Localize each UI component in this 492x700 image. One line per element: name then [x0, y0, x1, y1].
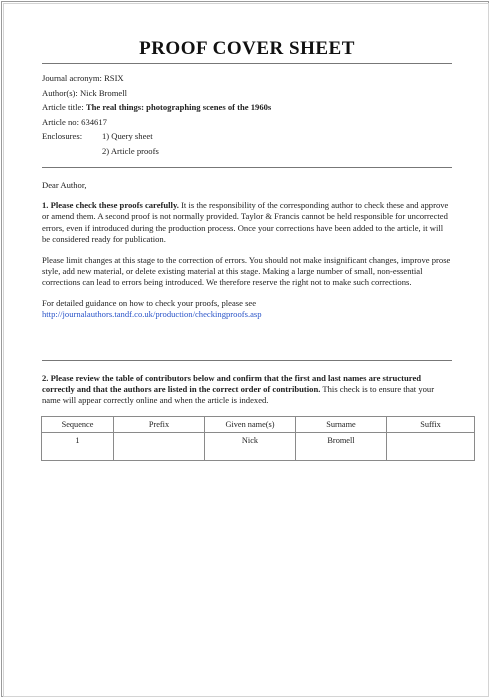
metadata-divider [42, 167, 452, 168]
table-header-row [42, 416, 475, 432]
check-proofs-text: It is the responsibility of the corresponding author to check these and approve or amend them. A second proof is not normally provided. Taylor & Francis cannot be held responsible for uncorrected errors, even if introduced during the production process. Once your corrections have been added to the article, it will be considered ready for publication. [42, 199, 449, 245]
column-header-given-names: Given name(s) [205, 416, 296, 432]
article-number-row [42, 115, 452, 130]
article-metadata [42, 71, 452, 159]
cell-surname: Bromell [296, 433, 387, 461]
article-number-value: 634617 [81, 116, 107, 127]
contributors-text: This check is to ensure that your name will appear correctly online and when the article is indexed. [42, 384, 435, 406]
checking-proofs-link[interactable]: http://journalauthors.tandf.co.uk/production/checkingproofs.asp [42, 309, 262, 320]
guidance-text: For detailed guidance on how to check your proofs, please see [42, 297, 257, 308]
article-number-label: Article no: [42, 116, 79, 127]
section-divider [42, 360, 452, 361]
cell-sequence: 1 [42, 433, 114, 461]
authors-value: Nick Bromell [79, 87, 127, 98]
cell-prefix [114, 433, 205, 461]
article-title-value: The real things: photographing scenes of the 1960s [85, 102, 272, 113]
authors-label: Author(s): [42, 87, 78, 98]
contributors-heading: 2. Please review the table of contributors below and confirm that the first and last names are structured correctly and that the authors are listed in the correct order of contribution. [42, 372, 422, 395]
cell-given-names: Nick [205, 433, 296, 461]
paragraph-guidance [42, 298, 452, 321]
check-proofs-heading: 1. Please check these proofs carefully. [42, 199, 179, 210]
greeting: Dear Author, [42, 179, 87, 190]
paragraph-limit-changes: Please limit changes at this stage to the correction of errors. You should not make insignificant changes, improve prose style, add new material, or delete existing material at this stage. Making a large number of small, non-essential corrections can lead to errors being introduced. We therefore reserve the right not to make such corrections. [42, 254, 451, 288]
enclosure-item: 2) Article proofs [102, 145, 159, 156]
authors-row [42, 86, 452, 101]
document-content [42, 38, 452, 461]
enclosures-list [102, 129, 159, 158]
table-row [42, 433, 475, 461]
column-header-sequence: Sequence [42, 416, 114, 432]
contributors-section [42, 373, 452, 462]
contributors-table [41, 416, 475, 461]
letter-body [42, 180, 452, 321]
article-title-row [42, 100, 452, 115]
title-divider [42, 63, 452, 64]
column-header-suffix: Suffix [387, 416, 475, 432]
article-title-label: Article title: [42, 102, 84, 113]
paragraph-check-proofs [42, 200, 452, 246]
column-header-prefix: Prefix [114, 416, 205, 432]
journal-acronym-label: Journal acronym: [42, 73, 102, 83]
column-header-surname: Surname [296, 416, 387, 432]
page-title: PROOF COVER SHEET [139, 38, 355, 59]
enclosures-row [42, 129, 452, 158]
enclosures-label: Enclosures: [42, 131, 83, 142]
journal-acronym-value: RSIX [104, 73, 124, 83]
contributors-instructions [42, 373, 452, 407]
cell-suffix [387, 433, 475, 461]
journal-acronym-row [42, 71, 452, 86]
enclosure-item: 1) Query sheet [102, 131, 153, 142]
